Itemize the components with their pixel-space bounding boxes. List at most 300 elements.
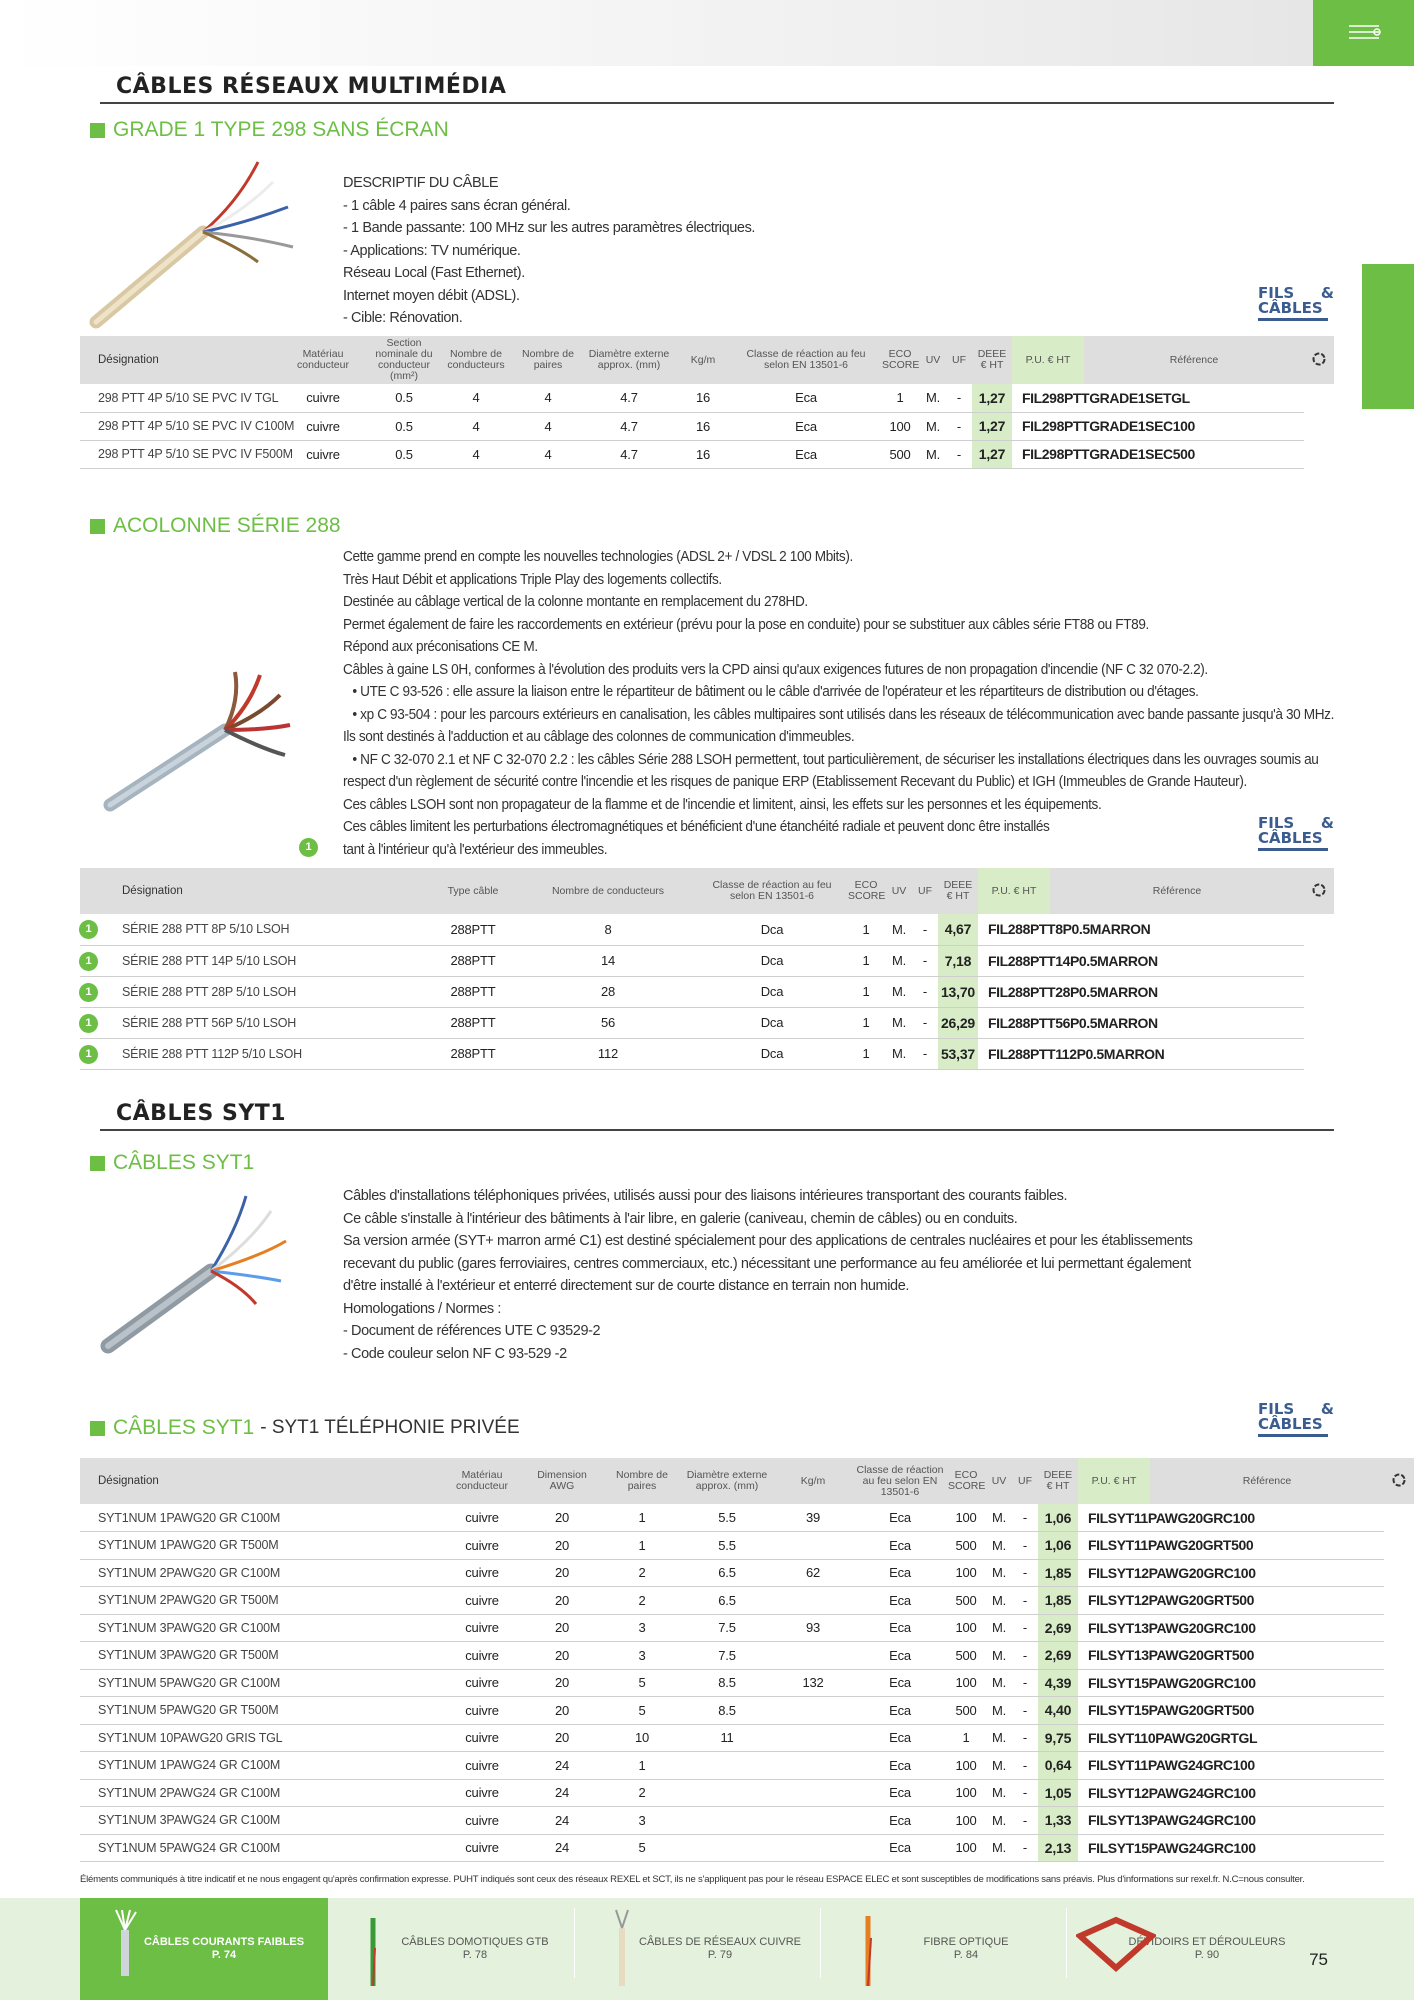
table-row [80,1779,1414,1807]
column-header: UV [986,1458,1012,1504]
subsection-title-text: CÂBLES SYT1 [113,1416,255,1439]
table-cell: M. [986,1779,1012,1807]
price-cell: 53,37 [938,1038,978,1069]
logo-text: CÂBLES [1258,1415,1323,1433]
designation-cell: SYT1NUM 5PAWG24 GR C100M [80,1834,442,1862]
table-cell: Dca [698,914,846,945]
table-cell: Dca [698,1007,846,1038]
table-cell: M. [986,1559,1012,1587]
description-line: tant à l'intérieur qu'à l'extérieur des immeubles. [343,841,608,858]
table-cell [772,1532,854,1560]
description-line: Ces câbles LSOH sont non propagateur de la flamme et de l'incendie et limitent, ainsi, les effets sur les personnes et les équipements. [343,796,1102,813]
table-cell: - [912,976,938,1007]
table-row [80,1752,1414,1780]
designation-text: SÉRIE 288 PTT 112P 5/10 LSOH [122,1046,302,1061]
footer-item-devidoirs[interactable] [1072,1898,1302,2000]
price-cell: 4,67 [938,914,978,945]
fils-cables-logo [1258,816,1334,851]
table-cell: M. [920,412,946,440]
footer-divider [1066,1908,1067,1978]
description-line: Destinée au câblage vertical de la colonne montante en remplacement du 278HD. [343,594,808,610]
table-row [80,976,1334,1007]
designation-cell: SYT1NUM 2PAWG20 GR T500M [80,1587,442,1615]
table-cell: 4.7 [584,412,674,440]
table-cell: cuivre [278,384,368,412]
table-cell: Eca [854,1752,946,1780]
price-cell: 1,33 [1038,1807,1078,1835]
table-cell: M. [986,1834,1012,1862]
table-cell [772,1697,854,1725]
table-cell: 4.7 [584,384,674,412]
table-cell: - [1012,1587,1038,1615]
price-cell: 1,06 [1038,1532,1078,1560]
table-cell: 500 [946,1697,986,1725]
table-cell: 500 [946,1587,986,1615]
logo-bar [1258,1434,1328,1437]
table-cell: - [1012,1807,1038,1835]
table-row [80,384,1334,412]
description-line: - Code couleur selon NF C 93-529 -2 [343,1345,567,1362]
reference-cell: FILSYT11PAWG20GRT500 [1078,1532,1150,1560]
table-cell: 4.7 [584,440,674,468]
price-cell: 1,05 [1038,1779,1078,1807]
table-cell: - [912,914,938,945]
column-header: Dimension AWG [522,1458,602,1504]
footer-item-label: CÂBLES COURANTS FAIBLES [143,1936,305,1948]
description-block [343,546,1334,861]
table-cell [772,1779,854,1807]
table-cell: 20 [522,1587,602,1615]
logo-text: & [1320,284,1334,302]
table-cell: 0.5 [368,412,440,440]
table-cell: 56 [518,1007,698,1038]
footer-item-reseaux-cuivre[interactable] [590,1898,820,2000]
column-header: Type câble [428,868,518,914]
designation-cell [80,914,428,945]
footer-item-page: P. 90 [1194,1949,1220,1961]
designation-cell [80,945,428,976]
column-header: Diamètre externe approx. (mm) [584,336,674,384]
column-header: ECO SCORE [880,336,920,384]
table-cell [772,1807,854,1835]
reference-cell: FILSYT12PAWG24GRC100 [1078,1779,1150,1807]
column-header: Nombre de conducteurs [518,868,698,914]
designation-cell: SYT1NUM 1PAWG20 GR C100M [80,1504,442,1532]
designation-text: SÉRIE 288 PTT 8P 5/10 LSOH [122,922,290,937]
subsection-title [90,1151,254,1175]
table-cell: 1 [846,1007,886,1038]
description-block [343,1185,1192,1365]
cable-thumb-icon [858,1908,878,1988]
table-cell: M. [886,1038,912,1069]
table-cell: 1 [846,945,886,976]
table-cell: 500 [946,1642,986,1670]
table-cell: 100 [946,1504,986,1532]
footnote: Éléments communiqués à titre indicatif et ne nous engagent qu'après confirmation expresse. PUHT indiqués sont ceux des réseaux REXEL et SCT, ils ne s'appliquent pas pour le réseau ESPACE ELEC et sont susceptibles de modifications sans préavis. Plus d'informations sur rexel.fr. N.C=nous consulter. [80,1874,1305,1885]
reference-cell: FILSYT15PAWG20GRC100 [1078,1669,1150,1697]
table-cell: 10 [602,1724,682,1752]
reference-cell: FIL288PTT56P0.5MARRON [978,1007,1050,1038]
subsection-title [90,514,341,538]
table-cell: - [1012,1724,1038,1752]
column-header: Kg/m [674,336,732,384]
top-tab[interactable] [1313,0,1414,66]
table-cell: 62 [772,1559,854,1587]
logo-text: FILS [1258,814,1295,832]
reference-cell: FIL288PTT28P0.5MARRON [978,976,1050,1007]
table-cell [682,1834,772,1862]
table-cell: 100 [946,1752,986,1780]
table-cell: 288PTT [428,1007,518,1038]
footer-item-domotiques[interactable] [345,1898,575,2000]
table-cell: Eca [732,412,880,440]
table-cell: 100 [880,412,920,440]
price-cell: 2,69 [1038,1642,1078,1670]
table-cell [772,1752,854,1780]
table-cell: 28 [518,976,698,1007]
table-cell: 20 [522,1559,602,1587]
table-cell: 7.5 [682,1642,772,1670]
logo-text: & [1320,1400,1334,1418]
fils-cables-logo [1258,286,1334,321]
table-cell: 2 [602,1779,682,1807]
designation-cell: SYT1NUM 5PAWG20 GR C100M [80,1669,442,1697]
side-tab[interactable] [1362,264,1414,409]
footer-item-fibre-optique[interactable] [836,1898,1066,2000]
table-cell: 1 [602,1504,682,1532]
column-header: UV [886,868,912,914]
table-cell: Eca [854,1807,946,1835]
logo-text: FILS [1258,1400,1295,1418]
table-cell: 4 [440,440,512,468]
recycle-icon [1384,1458,1414,1504]
badge-1-icon: 1 [79,920,98,939]
table-cell: - [946,384,972,412]
table-cell: M. [886,976,912,1007]
description-line: • NF C 32-070 2.1 et NF C 32-070 2.2 : les câbles Série 288 LSOH permettent, tout particulièrement, de sécuriser les installations électriques dans les ouvrages soumis au [352,751,1319,768]
table-cell: cuivre [442,1807,522,1835]
footer-item-page: P. 79 [707,1949,733,1961]
price-cell: 9,75 [1038,1724,1078,1752]
logo-text: & [1320,814,1334,832]
footer-item-courants-faibles[interactable] [80,1898,328,2000]
table-cell [772,1724,854,1752]
column-header: Désignation [80,868,428,914]
table-cell [772,1587,854,1615]
price-cell: 1,27 [972,384,1012,412]
table-cell: 39 [772,1504,854,1532]
description-line: Permet également de faire les raccordements en extérieur (prévu pour la pose en conduite) pour se substituer aux câbles série FT88 ou FT89. [343,616,1149,633]
column-header: Classe de réaction au feu selon EN 13501-6 [732,336,880,384]
footer-item-label: CÂBLES DOMOTIQUES GTB [401,1936,549,1948]
column-header: Référence [1084,336,1304,384]
subsection-title-suffix: - SYT1 TÉLÉPHONIE PRIVÉE [260,1417,520,1438]
description-line: Sa version armée (SYT+ marron armé C1) est destiné spécialement pour des applications de centrales nucléaires et pour les établissements [343,1233,1193,1249]
table-cell: 24 [522,1834,602,1862]
table-cell: Eca [732,384,880,412]
table-cell: 100 [946,1614,986,1642]
price-cell: 7,18 [938,945,978,976]
footer-divider [820,1908,821,1978]
table-cell [772,1834,854,1862]
table-cell: 5 [602,1669,682,1697]
top-band [0,0,1313,66]
table-cell: cuivre [442,1504,522,1532]
designation-cell: SYT1NUM 3PAWG24 GR C100M [80,1807,442,1835]
designation-cell: SYT1NUM 3PAWG20 GR C100M [80,1614,442,1642]
table-cell: - [1012,1559,1038,1587]
subsection-title-text: ACOLONNE SÉRIE 288 [113,514,341,537]
table-cell: 7.5 [682,1614,772,1642]
cable-thumb-icon [363,1908,383,1988]
footer-item-page: P. 84 [953,1949,979,1961]
badge-1-icon: 1 [79,952,98,971]
table-row [80,412,1334,440]
section-rule [100,102,1334,104]
table-cell: - [912,1007,938,1038]
table-cell: - [1012,1504,1038,1532]
table-cell: - [912,1038,938,1069]
table-cell: - [1012,1614,1038,1642]
designation-cell: SYT1NUM 10PAWG20 GRIS TGL [80,1724,442,1752]
table-row [80,1669,1414,1697]
column-header: Matériau conducteur [278,336,368,384]
section-title: CÂBLES SYT1 [116,1101,287,1126]
cable-image-serie288 [100,660,300,820]
description-line: Câbles d'installations téléphoniques privées, utilisés aussi pour des liaisons intérieures transportant des courants faibles. [343,1188,1068,1204]
table-cell: 2 [602,1587,682,1615]
price-cell: 1,27 [972,412,1012,440]
price-cell: 4,40 [1038,1697,1078,1725]
subsection-title-text: GRADE 1 TYPE 298 SANS ÉCRAN [113,118,449,141]
table-cell [682,1752,772,1780]
designation-cell: SYT1NUM 3PAWG20 GR T500M [80,1642,442,1670]
subsection-title-text: CÂBLES SYT1 [113,1151,255,1174]
designation-cell [80,1007,428,1038]
price-cell: 2,13 [1038,1834,1078,1862]
bullet-square-icon [90,1156,105,1171]
table-cell: Eca [732,440,880,468]
reel-thumb-icon [1076,1916,1156,1972]
table-cell: 8.5 [682,1669,772,1697]
reference-cell: FILSYT15PAWG24GRC100 [1078,1834,1150,1862]
table-cell: 1 [880,384,920,412]
table-row [80,1007,1334,1038]
column-header: Désignation [80,1458,442,1504]
product-table-serie288 [80,868,1334,1070]
table-cell: cuivre [442,1779,522,1807]
table-cell: - [1012,1697,1038,1725]
description-line: DESCRIPTIF DU CÂBLE [343,175,499,191]
column-header: Nombre de paires [602,1458,682,1504]
table-cell: 20 [522,1504,602,1532]
cable-thumb-icon [612,1908,632,1988]
table-cell: 6.5 [682,1587,772,1615]
reference-cell: FIL288PTT8P0.5MARRON [978,914,1050,945]
description-line: - Document de références UTE C 93529-2 [343,1323,601,1339]
description-line: Très Haut Débit et applications Triple Play des logements collectifs. [343,571,722,588]
footer-item-page: P. 78 [462,1949,488,1961]
table-cell: Eca [854,1559,946,1587]
table-cell: 288PTT [428,945,518,976]
table-cell: 20 [522,1614,602,1642]
designation-text: SÉRIE 288 PTT 56P 5/10 LSOH [122,1015,297,1030]
designation-cell: SYT1NUM 2PAWG24 GR C100M [80,1779,442,1807]
section-rule [100,1129,1334,1131]
table-cell: 100 [946,1834,986,1862]
fils-cables-logo [1258,1402,1334,1437]
reference-cell: FIL288PTT112P0.5MARRON [978,1038,1050,1069]
table-cell: M. [986,1614,1012,1642]
column-header: Diamètre externe approx. (mm) [682,1458,772,1504]
table-cell: 100 [946,1807,986,1835]
reference-cell: FIL298PTTGRADE1SETGL [1012,384,1084,412]
price-cell: 1,85 [1038,1559,1078,1587]
table-cell: 14 [518,945,698,976]
designation-cell [80,976,428,1007]
description-line: Internet moyen débit (ADSL). [343,287,520,304]
description-line: Ces câbles limitent les perturbations électromagnétiques et bénéficient d'une étanchéité radiale et peuvent donc être installés [343,819,1050,835]
product-table-syt1 [80,1458,1414,1862]
table-row [80,1038,1334,1069]
table-cell: 288PTT [428,976,518,1007]
table-row [80,1587,1414,1615]
description-line: d'être installé à l'extérieur et enterré directement sur de courte distance en terrain non humide. [343,1278,909,1294]
description-line: Câbles à gaine LS 0H, conformes à l'évolution des produits vers la CPD ainsi qu'aux exigences futures de non propagation d'incendie (NF C 32 070-2.2). [343,661,1208,678]
column-header: DEEE € HT [1038,1458,1078,1504]
description-line: Homologations / Normes : [343,1300,502,1317]
table-cell: cuivre [442,1532,522,1560]
designation-cell [80,1038,428,1069]
table-cell: - [946,440,972,468]
table-cell: 8.5 [682,1697,772,1725]
designation-cell: 298 PTT 4P 5/10 SE PVC IV TGL [80,384,278,412]
price-cell: 1,85 [1038,1587,1078,1615]
table-cell: 288PTT [428,1038,518,1069]
description-line: - 1 câble 4 paires sans écran général. [343,197,571,214]
column-header: Nombre de conducteurs [440,336,512,384]
description-line: • UTE C 93-526 : elle assure la liaison entre le répartiteur de bâtiment ou le câble d'arrivée de l'opérateur et les répartiteurs de distribution ou d'étages. [352,684,1199,700]
table-cell: cuivre [442,1834,522,1862]
table-cell: 5 [602,1834,682,1862]
table-cell: 3 [602,1807,682,1835]
column-header: UF [1012,1458,1038,1504]
table-cell: cuivre [442,1752,522,1780]
table-cell: Dca [698,976,846,1007]
table-cell: 1 [846,914,886,945]
table-cell: M. [986,1697,1012,1725]
table-cell: Eca [854,1669,946,1697]
description-line: Cette gamme prend en compte les nouvelles technologies (ADSL 2+ / VDSL 2 100 Mbits). [343,549,853,565]
table-row [80,1504,1414,1532]
designation-cell: SYT1NUM 5PAWG20 GR T500M [80,1697,442,1725]
bullet-square-icon [90,519,105,534]
price-cell: 26,29 [938,1007,978,1038]
logo-text: CÂBLES [1258,829,1323,847]
table-cell: cuivre [278,440,368,468]
product-table-grade1 [80,336,1334,469]
table-cell: 288PTT [428,914,518,945]
table-row [80,1532,1414,1560]
table-cell: 16 [674,440,732,468]
price-cell: 1,27 [972,440,1012,468]
table-cell: - [1012,1779,1038,1807]
reference-cell: FIL298PTTGRADE1SEC100 [1012,412,1084,440]
table-cell: 100 [946,1559,986,1587]
column-header: Matériau conducteur [442,1458,522,1504]
cable-image-syt1 [96,1186,301,1361]
table-row [80,1614,1414,1642]
table-cell: 112 [518,1038,698,1069]
reference-cell: FILSYT13PAWG20GRC100 [1078,1614,1150,1642]
table-cell: M. [986,1642,1012,1670]
table-cell: Dca [698,945,846,976]
description-line: Ils sont destinés à l'adduction et au câblage des colonnes de communication d'immeubles. [343,729,855,745]
description-line: respect d'un règlement de sécurité contre l'incendie et les risques de panique ERP (Etablissement Recevant du Public) et IGH (Immeubles de Grande Hauteur). [343,774,1247,790]
description-line: - Applications: TV numérique. [343,242,521,259]
badge-1-icon: 1 [79,1045,98,1064]
table-cell: 1 [602,1532,682,1560]
logo-bar [1258,318,1328,321]
table-cell: Eca [854,1834,946,1862]
table-row [80,440,1334,468]
table-cell: 93 [772,1614,854,1642]
reference-cell: FILSYT13PAWG24GRC100 [1078,1807,1150,1835]
table-cell: M. [920,384,946,412]
table-cell: 20 [522,1697,602,1725]
table-cell: 5 [602,1697,682,1725]
footer-nav [0,1898,1414,2000]
badge-1-icon: 1 [79,1014,98,1033]
column-header: Classe de réaction au feu selon EN 13501-6 [854,1458,946,1504]
column-header: P.U. € HT [1012,336,1084,384]
table-cell: 16 [674,384,732,412]
designation-cell: 298 PTT 4P 5/10 SE PVC IV C100M [80,412,278,440]
designation-cell: SYT1NUM 1PAWG24 GR C100M [80,1752,442,1780]
description-line: - 1 Bande passante: 100 MHz sur les autres paramètres électriques. [343,220,756,236]
table-header-row [80,336,1334,384]
table-cell: M. [986,1532,1012,1560]
table-row [80,945,1334,976]
column-header: Référence [1050,868,1304,914]
table-cell [682,1779,772,1807]
table-cell: 20 [522,1724,602,1752]
price-cell: 0,64 [1038,1752,1078,1780]
logo-bar [1258,848,1328,851]
recycle-icon [1304,336,1334,384]
table-cell: M. [986,1587,1012,1615]
menu-lines-icon [1347,22,1381,44]
table-cell: - [1012,1834,1038,1862]
table-cell: 1 [602,1752,682,1780]
column-header: ECO SCORE [846,868,886,914]
table-cell [772,1642,854,1670]
description-line: Ce câble s'installe à l'intérieur des bâtiments à l'air libre, en galerie (caniveau, chemin de câbles) ou en conduits. [343,1210,1018,1227]
column-header: P.U. € HT [1078,1458,1150,1504]
reference-cell: FIL288PTT14P0.5MARRON [978,945,1050,976]
subsection-title [90,118,449,142]
table-cell: cuivre [442,1724,522,1752]
table-cell: Eca [854,1779,946,1807]
table-cell: 500 [880,440,920,468]
designation-text: SÉRIE 288 PTT 28P 5/10 LSOH [122,984,297,999]
designation-cell: SYT1NUM 1PAWG20 GR T500M [80,1532,442,1560]
badge-1-icon: 1 [79,983,98,1002]
table-row [80,1697,1414,1725]
reference-cell: FILSYT15PAWG20GRT500 [1078,1697,1150,1725]
subsection-title [90,1416,520,1440]
column-header: UF [946,336,972,384]
